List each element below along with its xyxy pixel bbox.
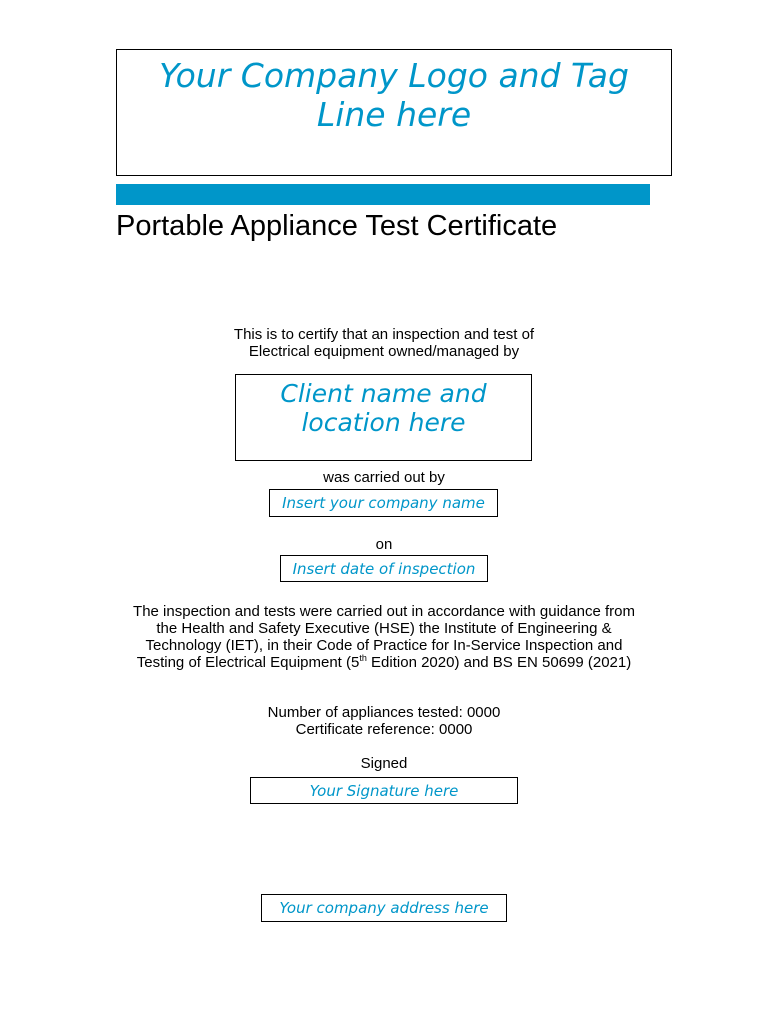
signed-label: Signed <box>360 755 408 772</box>
company-address-field[interactable] <box>261 894 507 922</box>
inspection-date-placeholder: Insert date of inspection <box>292 559 476 578</box>
company-name-field[interactable] <box>269 489 498 517</box>
client-placeholder-text <box>236 379 531 437</box>
client-placeholder-box[interactable] <box>235 374 532 461</box>
logo-placeholder-text <box>117 50 671 134</box>
client-line-2: location here <box>301 408 466 437</box>
guidance-line-4-pre: Testing of Electrical Equipment (5 <box>136 654 360 671</box>
guidance-line-3: Technology (IET), in their Code of Practice for In-Service Inspection and <box>145 637 623 654</box>
certify-line-2: Electrical equipment owned/managed by <box>248 343 520 360</box>
certify-line-1: This is to certify that an inspection and test of <box>233 326 535 343</box>
page-title: Portable Appliance Test Certificate <box>116 210 558 242</box>
appliances-tested: Number of appliances tested: 0000 <box>267 704 501 721</box>
signature-field[interactable] <box>250 777 518 804</box>
logo-placeholder-line2: Line here <box>316 95 472 134</box>
company-address-placeholder: Your company address here <box>279 899 489 917</box>
guidance-line-1: The inspection and tests were carried out in accordance with guidance from <box>133 603 635 620</box>
inspection-date-field[interactable] <box>280 555 488 582</box>
on-label: on <box>375 536 393 553</box>
signature-placeholder: Your Signature here <box>309 781 459 800</box>
logo-placeholder-line1: Your Company Logo and Tag <box>159 56 629 95</box>
guidance-line-4 <box>0 654 768 671</box>
accent-bar <box>116 184 650 205</box>
client-line-1: Client name and <box>280 379 487 408</box>
guidance-line-4-post: Edition 2020) and BS EN 50699 (2021) <box>366 654 632 671</box>
logo-placeholder-box <box>116 49 672 176</box>
company-name-placeholder: Insert your company name <box>282 494 485 512</box>
carried-out-label: was carried out by <box>323 469 445 486</box>
edition-superscript: th <box>359 653 367 663</box>
certificate-reference: Certificate reference: 0000 <box>295 721 473 738</box>
guidance-line-2: the Health and Safety Executive (HSE) the Institute of Engineering & <box>156 620 612 637</box>
